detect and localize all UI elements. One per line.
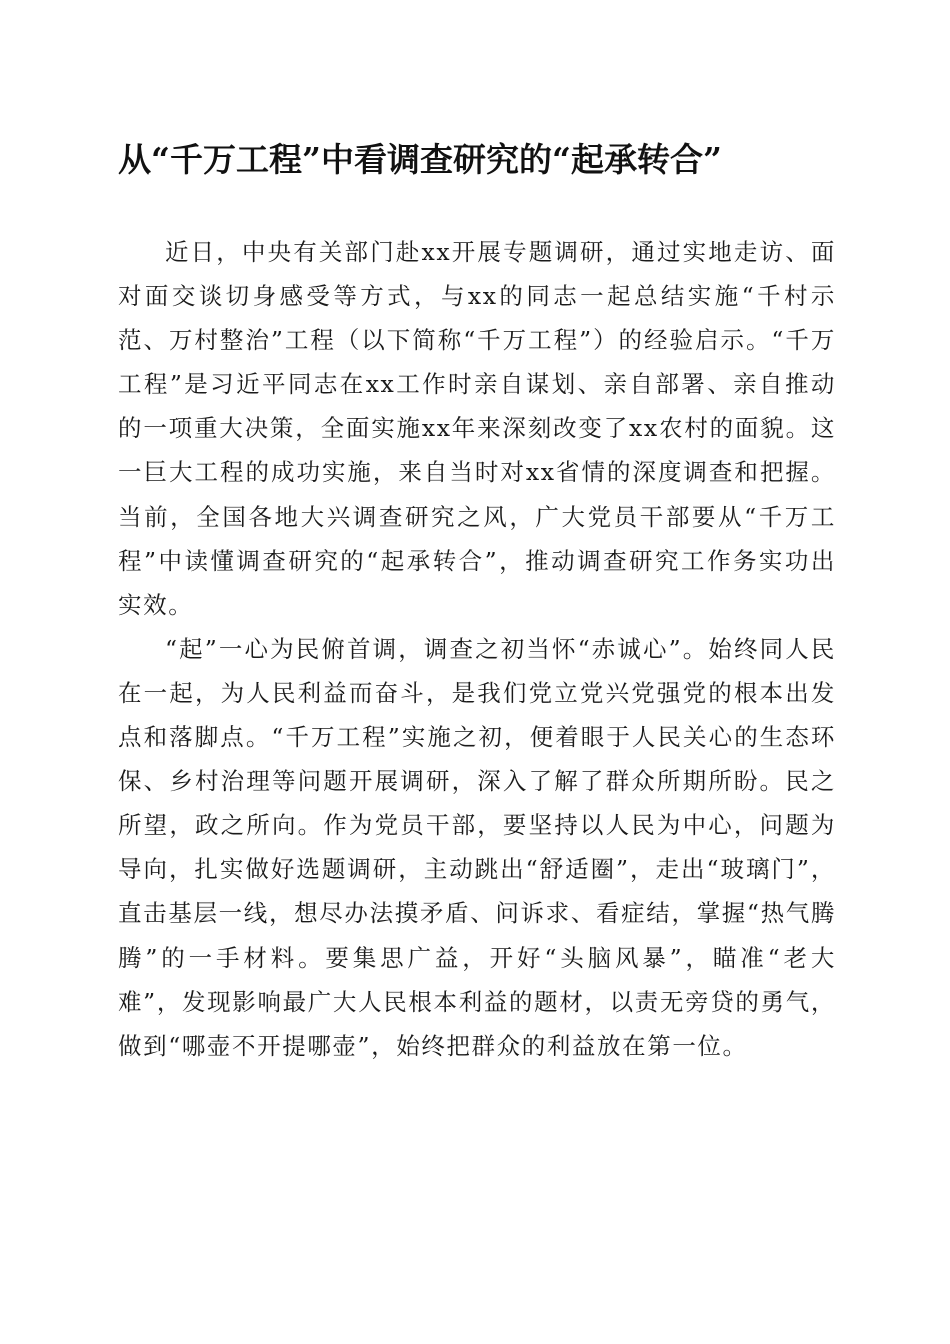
paragraph-intro: 近日，中央有关部门赴xx开展专题调研，通过实地走访、面对面交谈切身感受等方式，与xx的同志一起总结实施“千村示范、万村整治”工程（以下简称“千万工程”）的经验启示。“千万工程”是习近平同志在xx工作时亲自谋划、亲自部署、亲自推动的一项重大决策，全面实施xx年来深刻改变了xx农村的面貌。这一巨大工程的成功实施，来自当时对xx省情的深度调查和把握。当前，全国各地大兴调查研究之风，广大党员干部要从“千万工程”中读懂调查研究的“起承转合”，推动调查研究工作务实功出实效。 xyxy=(118,238,836,619)
document-title: 从“千万工程”中看调查研究的“起承转合” xyxy=(118,140,722,179)
paragraph-qi: “起”一心为民俯首调，调查之初当怀“赤诚心”。始终同人民在一起，为人民利益而奋斗，是我们党立党兴党强党的根本出发点和落脚点。“千万工程”实施之初，便着眼于人民关心的生态环保、乡村治理等问题开展调研，深入了解了群众所期所盼。民之所望，政之所向。作为党员干部，要坚持以人民为中心，问题为导向，扎实做好选题调研，主动跳出“舒适圈”，走出“玻璃门”，直击基层一线，想尽办法摸矛盾、问诉求、看症结，掌握“热气腾腾”的一手材料。要集思广益，开好“头脑风暴”，瞄准“老大难”，发现影响最广大人民根本利益的题材，以责无旁贷的勇气，做到“哪壶不开提哪壶”，始终把群众的利益放在第一位。 xyxy=(118,634,836,1060)
document-body xyxy=(118,230,836,1068)
